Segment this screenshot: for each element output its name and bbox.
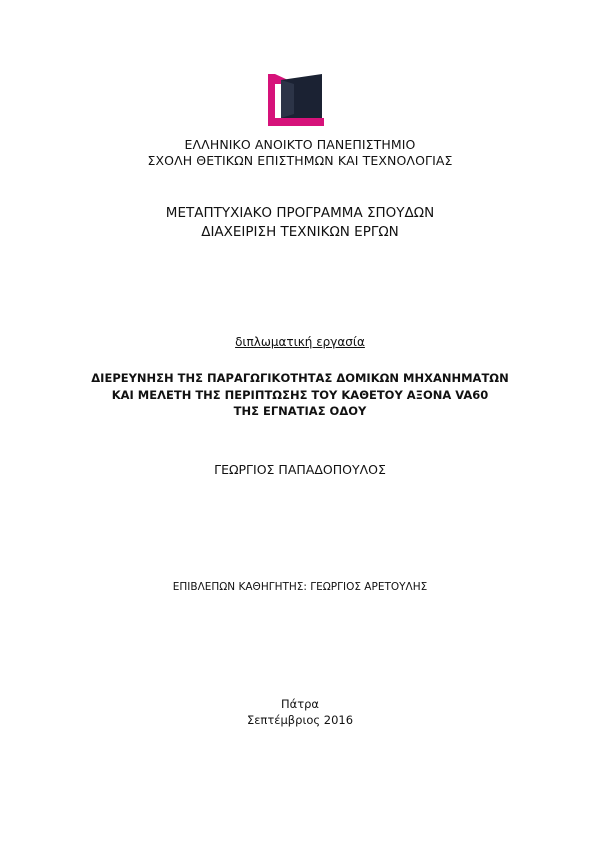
author-name bbox=[0, 462, 600, 478]
thesis-title-line-1: ΔΙΕΡΕΥΝΗΣΗ ΤΗΣ ΠΑΡΑΓΩΓΙΚΟΤΗΤΑΣ ΔΟΜΙΚΩΝ ΜΗΧΑΝΗΜΑΤΩΝ bbox=[91, 371, 509, 385]
program-line-1: ΜΕΤΑΠΤΥΧΙΑΚΟ ΠΡΟΓΡΑΜΜΑ ΣΠΟΥΔΩΝ bbox=[165, 205, 435, 221]
author-name-text: ΓΕΩΡΓΙΟΣ ΠΑΠΑΔΟΠΟΥΛΟΣ bbox=[214, 462, 386, 477]
program-header bbox=[0, 204, 600, 242]
place: Πάτρα bbox=[280, 697, 320, 711]
university-name: ΕΛΛΗΝΙΚΟ ΑΝΟΙΚΤΟ ΠΑΝΕΠΙΣΤΗΜΙΟ bbox=[184, 137, 416, 152]
university-header bbox=[0, 137, 600, 169]
place-and-date bbox=[0, 696, 600, 728]
program-line-2: ΔΙΑΧΕΙΡΙΣΗ ΤΕΧΝΙΚΩΝ ΕΡΓΩΝ bbox=[201, 224, 399, 240]
thesis-title-line-3: ΤΗΣ ΕΓΝΑΤΙΑΣ ΟΔΟΥ bbox=[233, 404, 367, 418]
document-type-label: διπλωματική εργασία bbox=[235, 335, 365, 349]
school-name: ΣΧΟΛΗ ΘΕΤΙΚΩΝ ΕΠΙΣΤΗΜΩΝ ΚΑΙ ΤΕΧΝΟΛΟΓΙΑΣ bbox=[147, 153, 453, 168]
document-type bbox=[0, 335, 600, 350]
supervisor bbox=[0, 580, 600, 594]
thesis-title bbox=[0, 370, 600, 420]
university-logo-icon bbox=[268, 74, 324, 126]
thesis-title-line-2: ΚΑΙ ΜΕΛΕΤΗ ΤΗΣ ΠΕΡΙΠΤΩΣΗΣ ΤΟΥ ΚΑΘΕΤΟΥ ΑΞΟΝΑ VA60 bbox=[111, 387, 489, 402]
date: Σεπτέμβριος 2016 bbox=[246, 713, 354, 727]
supervisor-text: ΕΠΙΒΛΕΠΩΝ ΚΑΘΗΓΗΤΗΣ: ΓΕΩΡΓΙΟΣ ΑΡΕΤΟΥΛΗΣ bbox=[172, 581, 428, 593]
